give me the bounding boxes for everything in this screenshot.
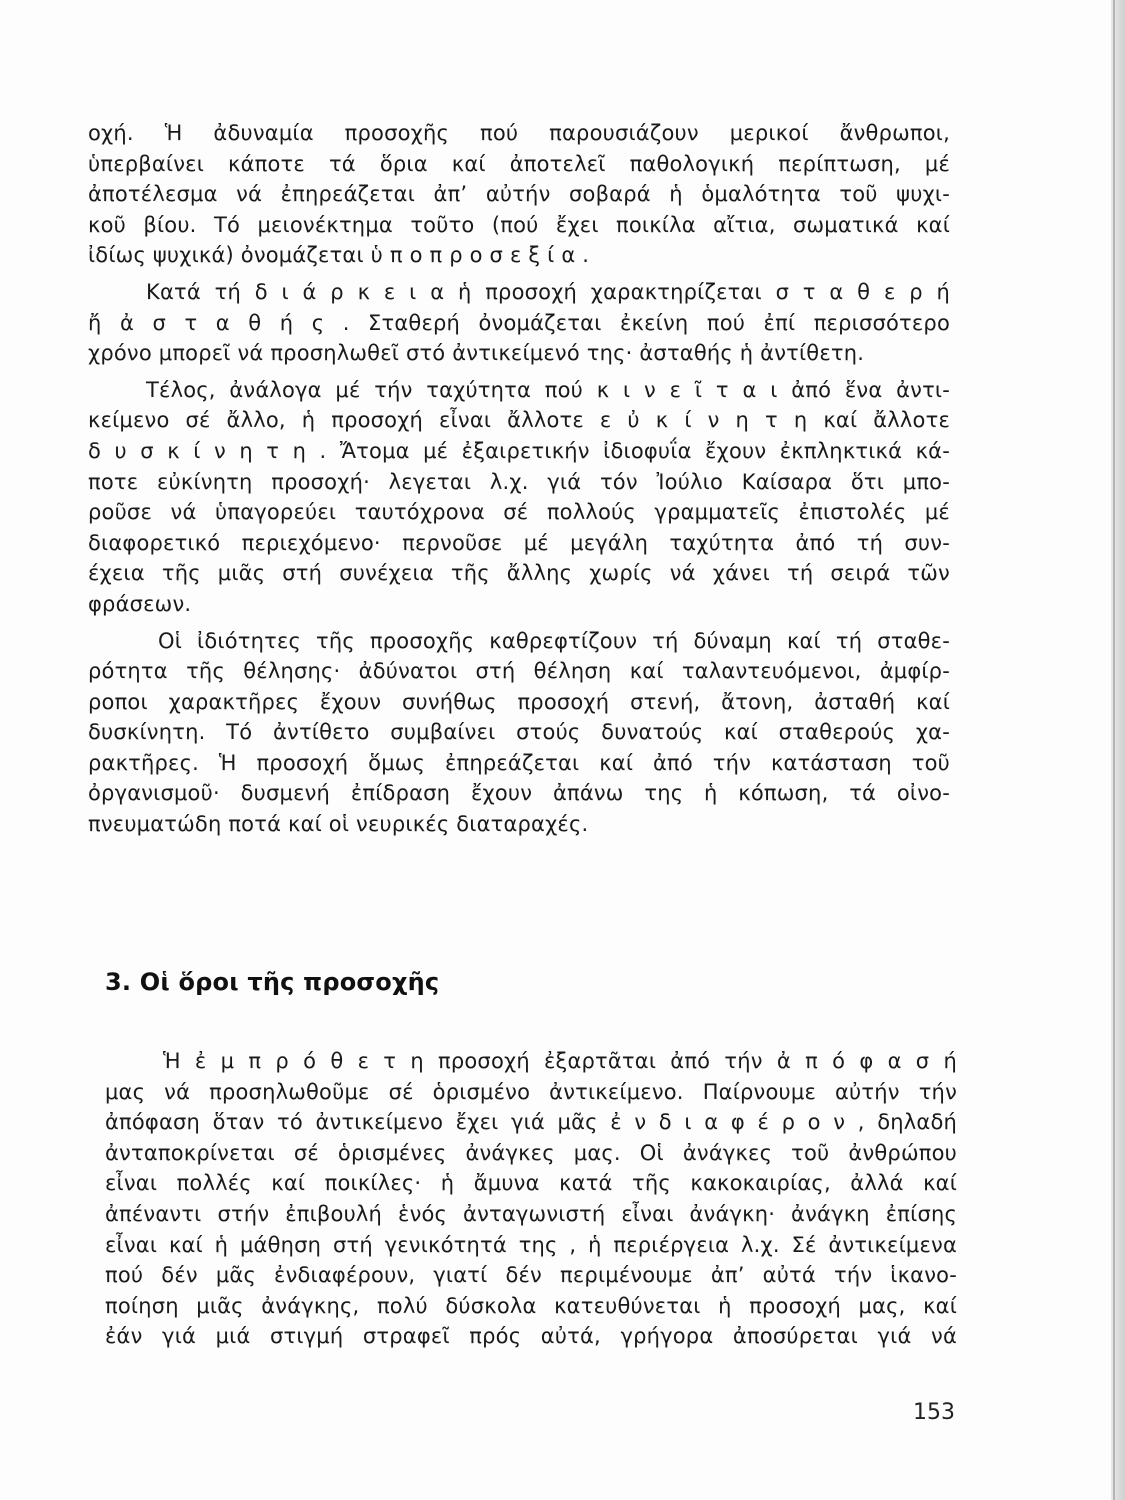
- text-line: χρόνο μπορεῖ νά προσηλωθεῖ στό ἀντικείμενό της· ἀσταθής ἡ ἀντίθετη.: [88, 341, 865, 366]
- text-line: Ἡ ἐ μ π ρ ό θ ε τ η προσοχή ἐξαρτᾶται ἀπό τήν ἀ π ό φ α σ ή: [163, 1049, 957, 1073]
- body-text-lower: [105, 1025, 957, 1373]
- text-line: πνευματώδη ποτά καί οἱ νευρικές διαταραχές.: [88, 812, 589, 837]
- text-line: ἀποτέλεσμα νά ἐπηρεάζεται ἀπ’ αὐτήν σοβαρά ἡ ὁμαλότητα τοῦ ψυχι-: [88, 182, 950, 207]
- text-line: εἶναι πολλές καί ποικίλες· ἡ ἄμυνα κατά τῆς κακοκαιρίας, ἀλλά καί: [105, 1171, 957, 1196]
- text-line: εἶναι καί ἡ μάθηση στή γενικότητά της , ἡ περιέργεια λ.χ. Σέ ἀντικείμενα: [105, 1232, 957, 1257]
- text-line: διαφορετικό περιεχόμενο· περνοῦσε μέ μεγάλη ταχύτητα ἀπό τή συν-: [88, 530, 950, 555]
- text-line: φράσεων.: [88, 591, 192, 616]
- text-line: ροῦσε νά ὑπαγορεύει ταυτόχρονα σέ πολλούς γραμματεῖς ἐπιστολές μέ: [88, 500, 950, 525]
- text-line: έχεια τῆς μιᾶς στή συνέχεια τῆς ἄλλης χωρίς νά χάνει τή σειρά τῶν: [88, 561, 950, 586]
- text-line: Κατά τή δ ι ά ρ κ ε ι α ἡ προσοχή χαρακτηρίζεται σ τ α θ ε ρ ή: [146, 279, 950, 304]
- text-line: δυσκίνητη. Τό ἀντίθετο συμβαίνει στούς δυνατούς καί σταθερούς χα-: [88, 720, 950, 745]
- text-line: ὀργανισμοῦ· δυσμενή ἐπίδραση ἔχουν ἀπάνω της ἡ κόπωση, τά οἰνο-: [88, 781, 950, 806]
- text-line: ρότητα τῆς θέλησης· ἀδύνατοι στή θέληση καί ταλαντευόμενοι, ἀμφίρ-: [88, 659, 950, 684]
- text-line: κοῦ βίου. Τό μειονέκτημα τοῦτο (πού ἔχει ποικίλα αἴτια, σωματικά καί: [88, 212, 950, 237]
- section-heading: 3. Οἱ ὅροι τῆς προσοχῆς: [105, 968, 440, 996]
- text-line: ποίηση μιᾶς ἀνάγκης, πολύ δύσκολα κατευθύνεται ἡ προσοχή μας, καί: [105, 1293, 957, 1318]
- paragraph-hypoprosexia: [88, 118, 950, 271]
- text-line: ἐάν γιά μιά στιγμή στραφεῖ πρός αὐτά, γρήγορα ἀποσύρεται γιά νά: [105, 1324, 957, 1349]
- text-line: ἰδίως ψυχικά) ὀνομάζεται ὑ π ο π ρ ο σ ε ξ ί α .: [88, 243, 590, 268]
- text-line: πού δέν μᾶς ἐνδιαφέρουν, γιατί δέν περιμένουμε ἀπ’ αὐτά τήν ἱκανο-: [105, 1263, 957, 1288]
- body-text-upper: [88, 118, 950, 840]
- page-number: 153: [913, 1400, 955, 1425]
- text-line: ροποι χαρακτῆρες ἔχουν συνήθως προσοχή στενή, ἄτονη, ἀσταθή καί: [88, 689, 950, 714]
- text-line: ἀπέναντι στήν ἐπιβουλή ἑνός ἀνταγωνιστή εἶναι ἀνάγκη· ἀνάγκη ἐπίσης: [105, 1201, 957, 1226]
- text-line: ἀνταποκρίνεται σέ ὁρισμένες ἀνάγκες μας. Οἱ ἀνάγκες τοῦ ἀνθρώπου: [105, 1140, 957, 1165]
- paragraph-speed: [88, 375, 950, 620]
- text-line: Οἱ ἰδιότητες τῆς προσοχῆς καθρεφτίζουν τή δύναμη καί τή σταθε-: [158, 628, 950, 653]
- text-line: δ υ σ κ ί ν η τ η . Ἄτομα μέ ἐξαιρετικήν ἰδιοφυΐα ἔχουν ἐκπληκτικά κά-: [88, 438, 950, 463]
- text-line: οχή. Ἡ ἀδυναμία προσοχῆς πού παρουσιάζουν μερικοί ἄνθρωποι,: [88, 121, 950, 145]
- text-line: κείμενο σέ ἄλλο, ἡ προσοχή εἶναι ἄλλοτε ε ὐ κ ί ν η τ η καί ἄλλοτε: [88, 408, 950, 433]
- text-line: ἤ ἀ σ τ α θ ή ς . Σταθερή ὀνομάζεται ἐκείνη πού ἐπί περισσότερο: [88, 310, 950, 335]
- page-edge-line: [1113, 0, 1115, 1500]
- paragraph-duration: [88, 277, 950, 369]
- text-line: ἀπόφαση ὅταν τό ἀντικείμενο ἔχει γιά μᾶς ἐ ν δ ι α φ έ ρ ο ν , δηλαδή: [105, 1110, 957, 1135]
- text-line: ὑπερβαίνει κάποτε τά ὅρια καί ἀποτελεῖ παθολογική περίπτωση, μέ: [88, 151, 950, 176]
- text-line: μας νά προσηλωθοῦμε σέ ὁρισμένο ἀντικείμενο. Παίρνουμε αὐτήν τήν: [105, 1079, 957, 1104]
- text-line: ποτε εὐκίνητη προσοχή· λεγεται λ.χ. γιά τόν Ἰούλιο Καίσαρα ὅτι μπο-: [88, 469, 950, 494]
- paragraph-qualities: [88, 626, 950, 840]
- text-line: ρακτῆρες. Ἡ προσοχή ὅμως ἐπηρεάζεται καί ἀπό τήν κατάσταση τοῦ: [88, 750, 950, 775]
- paragraph-conditions: [105, 1046, 957, 1352]
- text-line: Τέλος, ἀνάλογα μέ τήν ταχύτητα πού κ ι ν ε ῖ τ α ι ἀπό ἕνα ἀντι-: [146, 377, 950, 402]
